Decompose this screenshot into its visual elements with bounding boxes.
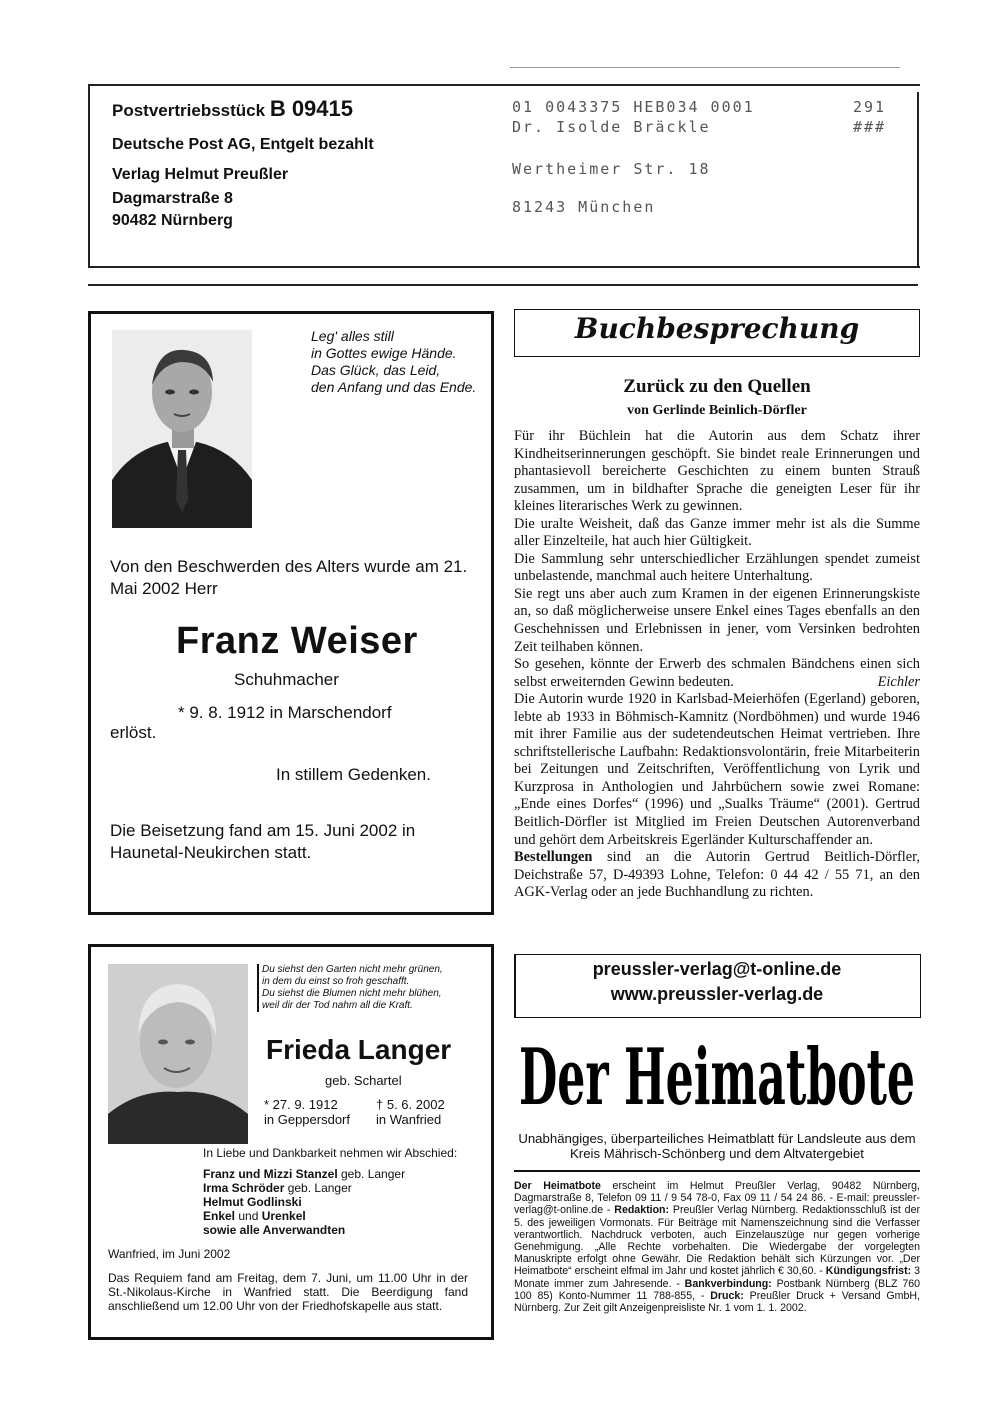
birth-info [264, 1097, 350, 1127]
place-date: Wanfried, im Juni 2002 [108, 1247, 231, 1261]
review-paragraph: Die Sammlung sehr unterschiedlicher Erzählungen spendet zumeist unbelastende, manchmal auch heitere Unterhaltung. [514, 550, 920, 585]
pvs-label-text: Postvertriebsstück [112, 101, 266, 120]
sender-street: Dagmarstraße 8 [112, 190, 233, 207]
imprint-text: erscheint im Helmut Preußler Verlag, 90482 Nürnberg, Dagmarstraße 8, Telefon 09 11 / 9 54 78-0, Fax 09 11 / 54 24 86. - E-mail: preussler-verlag@t-online.de - [514, 1180, 920, 1217]
deceased-name: Frieda Langer [266, 1034, 452, 1065]
family-name: Urenkel [261, 1209, 306, 1223]
review-signature: Eichler [877, 673, 920, 690]
header-rule [88, 284, 918, 286]
review-paragraph-last [514, 656, 920, 691]
erloest-text: erlöst. [110, 723, 157, 742]
family-member [203, 1181, 405, 1195]
order-info [514, 849, 920, 902]
portrait-woman-illustration [108, 964, 248, 1144]
review-title: Zurück zu den Quellen [623, 376, 811, 397]
order-text: sind an die Autorin Gertrud Beitlich-Dörfler, Deichstraße 57, D-49393 Lohne, Telefon: 0 44 42 / 55 71, an den AGK-Verlag oder an jede Buchhandlung zu richten. [514, 849, 920, 901]
birth-place: in Geppersdorf [264, 1112, 350, 1127]
farewell-line: In Liebe und Dankbarkeit nehmen wir Abschied: [203, 1146, 458, 1160]
death-place: in Wanfried [376, 1112, 442, 1127]
family-member [203, 1223, 405, 1237]
imprint-text: Preußler Druck + Versand GmbH, Nürnberg. Zur Zeit gilt Anzeigenpreisliste Nr. 1 vom 1. 1. 2002. [514, 1289, 920, 1315]
imprint-text: Postbank Nürnberg (BLZ 760 100 85) Konto-Nummer 11 788-855, - [514, 1277, 920, 1302]
imprint-bold: Kündigungsfrist: [825, 1265, 912, 1278]
review-paragraph: Sie regt uns aber auch zum Kramen in der eigenen Erinnerungskiste an, so daß möglicherweise unsere Enkel eines Tages ebenfalls an den Geschehnissen und Erlebnissen in jener, vom Versinken bedrohten Zeit teilhaben können. [514, 585, 920, 655]
address-box-right-border [917, 92, 919, 266]
section-title: Buchbesprechung [574, 312, 860, 345]
gedenken-text: In stillem Gedenken. [276, 765, 431, 784]
recipient-code-number: 291 [853, 98, 887, 116]
verse-line: in dem du einst so froh geschafft. [262, 976, 410, 987]
author-bio: Die Autorin wurde 1920 in Karlsbad-Meierhöfen (Egerland) geboren, lebte ab 1933 in Böhmisch-Kamnitz (Nordböhmen) und wurde 1946 mit ihrer Familie aus der sudetendeutschen Heimat vertrieben. Ihre schriftstellerische Laufbahn: Redaktionsvolontärin, freie Mitarbeiterin bei Zeitungen und Zeitschriften, Veröffentlichung von Lyrik und Kurzprosa in Anthologien und Jahrbüchern sowie zwei Romane: „Ende eines Dorfes“ (1996) und „Sualks Träume“ (2001). Gertrud Beitlich-Dörfler ist Mitglied im Freien Deutschen Autorenverband und gehört dem Arbeitskreis Egerländer Kulturschaffender an. [514, 691, 920, 848]
verse-line: Du siehst den Garten nicht mehr grünen, [262, 964, 443, 975]
family-note: geb. Langer [337, 1167, 406, 1181]
requiem-note: Das Requiem fand am Freitag, dem 7. Juni, um 11.00 Uhr in der St.-Nikolaus-Kirche in Wanfried statt. Die Beerdigung fand anschließend um 12.00 Uhr von der Friedhofskapelle aus statt. [108, 1271, 468, 1313]
heimatbote-logo [514, 1018, 920, 1124]
review-body [514, 428, 920, 902]
imprint-bold: Druck: [710, 1289, 744, 1302]
family-list [203, 1167, 405, 1237]
top-thin-rule [510, 67, 900, 68]
portrait-photo-man [112, 330, 252, 528]
imprint-text: Preußler Verlag Nürnberg. Redaktionsschluß ist der 5. des jeweiligen Vormonats. Für Beiträge mit Namenszeichnung sind die Verfasser verantwortlich. Nachdruck verboten, auch Einzelauszüge nur gegen vorherige Genehmigung. „Alle Rechte vorbehalten. Die Wiedergabe der vorgelegten Manuskripte erfolgt ohne Gewähr. Die Redaktion behält sich Kürzungen vor. „Der Heimatbote“ erscheint elfmal im Jahr und kostet jährlich € 30,60. - [514, 1204, 920, 1278]
verse-line: Leg' alles still [311, 328, 394, 344]
verse-line: Das Glück, das Leid, [311, 362, 441, 378]
portrait-man-illustration [112, 330, 252, 528]
verse-line: in Gottes ewige Hände. [311, 345, 457, 361]
order-label: Bestellungen [514, 849, 593, 866]
verse-line: Du siehst die Blumen nicht mehr blühen, [262, 988, 442, 999]
maiden-name: geb. Schartel [325, 1073, 402, 1088]
imprint [514, 1180, 920, 1314]
family-note: geb. Langer [284, 1181, 352, 1195]
death-date: † 5. 6. 2002 [376, 1097, 445, 1112]
deceased-birth: * 9. 8. 1912 in Marschendorf [178, 703, 392, 722]
family-member [203, 1167, 405, 1181]
imprint-text: 3 Monate immer zum Jahresende. - [514, 1265, 920, 1290]
logo-text: Der Heimatbote [519, 1032, 915, 1123]
recipient-code-line: 01 0043375 HEB034 0001 [512, 98, 755, 116]
sender-name: Verlag Helmut Preußler [112, 166, 289, 183]
review-author: von Gerlinde Beinlich-Dörfler [627, 403, 807, 418]
family-name: Enkel [203, 1209, 236, 1223]
funeral-note: Die Beisetzung fand am 15. Juni 2002 in Haunetal-Neukirchen statt. [110, 821, 416, 862]
death-info [376, 1097, 445, 1127]
verse-line: den Anfang und das Ende. [311, 379, 477, 395]
sender-city: 90482 Nürnberg [112, 212, 233, 229]
blackletter-logo-icon [514, 1018, 920, 1124]
verse-bar [257, 964, 259, 1012]
postvertrieb-label [112, 98, 353, 121]
website-link[interactable]: www.preussler-verlag.de [610, 984, 824, 1004]
obituary-verse [311, 328, 476, 396]
obituary-verse [262, 964, 443, 1012]
postage-note: Deutsche Post AG, Entgelt bezahlt [112, 136, 374, 153]
family-member [203, 1209, 405, 1223]
email-link[interactable]: preussler-verlag@t-online.de [592, 959, 842, 979]
family-name: Helmut Godlinski [203, 1195, 302, 1209]
imprint-bold: Bankverbindung: [684, 1277, 772, 1290]
recipient-name: Dr. Isolde Bräckle [512, 118, 711, 136]
recipient-mark: ### [853, 118, 887, 136]
family-name: sowie alle Anverwandten [203, 1223, 346, 1237]
review-paragraph-text: So gesehen, könnte der Erwerb des schmalen Bändchens einen sich selbst erweiternden Gewinn bedeuten. [514, 656, 920, 690]
masthead-tagline: Unabhängiges, überparteiliches Heimatblatt für Landsleute aus dem Kreis Mährisch-Schönberg und dem Altvatergebiet [518, 1131, 916, 1161]
birth-date: * 27. 9. 1912 [264, 1097, 338, 1112]
recipient-street: Wertheimer Str. 18 [512, 160, 711, 178]
deceased-name: Franz Weiser [176, 620, 418, 662]
family-note: und [235, 1209, 262, 1223]
imprint-bold: Der Heimatbote [514, 1180, 601, 1192]
obituary-intro: Von den Beschwerden des Alters wurde am 21. Mai 2002 Herr [110, 557, 468, 598]
review-paragraph: Die uralte Weisheit, daß das Ganze immer mehr ist als die Summe aller Einzelteile, hat auch hier Gültigkeit. [514, 515, 920, 550]
deceased-profession: Schuhmacher [234, 670, 339, 689]
family-name: Franz und Mizzi Stanzel [203, 1167, 338, 1181]
review-paragraph: Für ihr Büchlein hat die Autorin aus dem Schatz ihrer Kindheitserinnerungen geschöpft. Sie bindet reale Erinnerungen und phantasievoll bereicherte Geschichten zu einem bunten Strauß zusammen, um in bildhafter Sprache die geneigten Leser für ihr kleines literarisches Werk zu gewinnen. [514, 428, 920, 515]
masthead-rule [514, 1170, 920, 1172]
portrait-photo-woman [108, 964, 248, 1144]
pvs-number: B 09415 [269, 96, 353, 121]
family-name: Irma Schröder [203, 1181, 285, 1195]
verse-line: weil dir der Tod nahm all die Kraft. [262, 1000, 413, 1011]
imprint-bold: Redaktion: [614, 1204, 670, 1217]
recipient-city: 81243 München [512, 198, 656, 216]
family-member [203, 1195, 405, 1209]
